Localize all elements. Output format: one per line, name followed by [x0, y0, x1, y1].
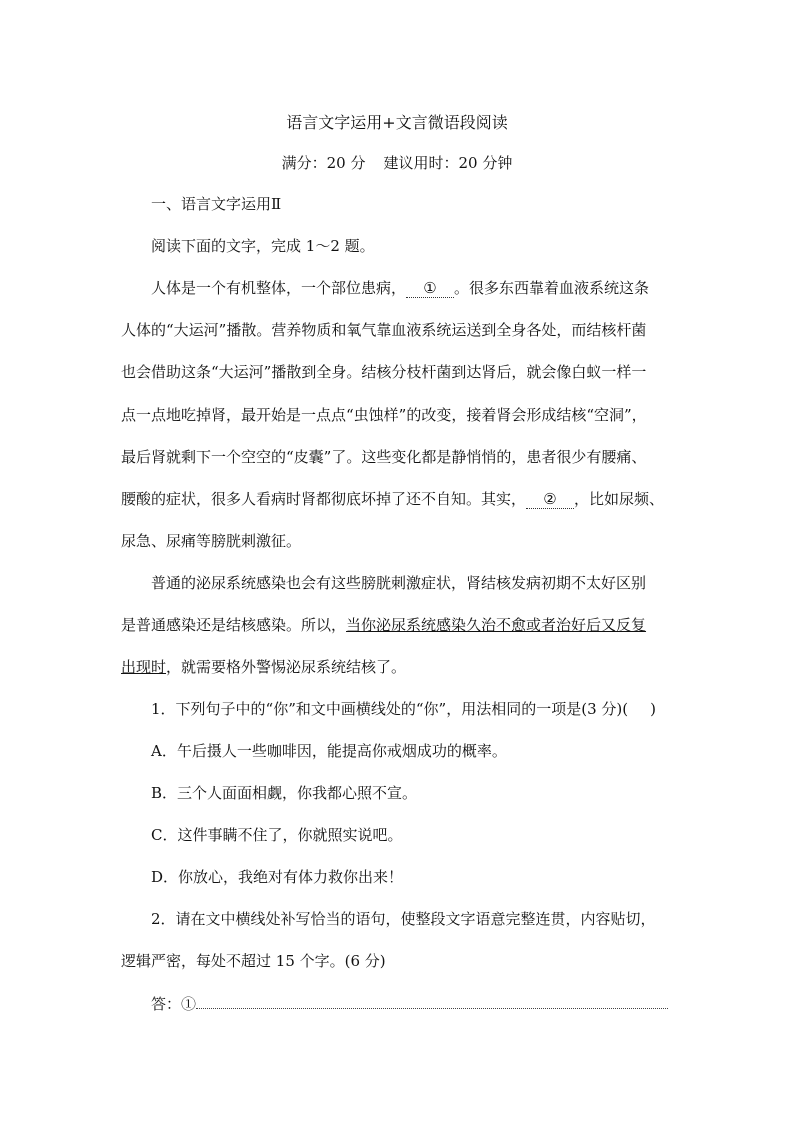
page-title: 语言文字运用+文言微语段阅读 — [286, 113, 508, 132]
passage-line: 也会借助这条“大运河”播散到全身。结核分枝杆菌到达肾后，就会像白蚁一样一 — [121, 363, 647, 381]
passage-line: 尿急、尿痛等膀胱刺激征。 — [121, 532, 302, 550]
exam-info — [0, 152, 794, 173]
option-b: B．三个人面面相觑，你我都心照不宣。 — [151, 784, 418, 802]
passage-line: 腰酸的症状，很多人看病时肾都彻底坏掉了还不自知。其实， ② ，比如尿频、 — [121, 490, 665, 508]
answer-blank[interactable] — [196, 992, 668, 1009]
passage-line: 点一点地吃掉肾，最开始是一点点“虫蚀样”的改变，接着肾会形成结核“空洞”， — [121, 406, 647, 424]
answer-label: 答：① — [151, 995, 197, 1013]
passage-line: 是普通感染还是结核感染。所以，当你泌尿系统感染久治不愈或者治好后又反复 — [121, 616, 647, 634]
answer-line — [151, 992, 711, 1014]
section-instruction: 阅读下面的文字，完成 1～2 题。 — [151, 237, 375, 255]
question-2-stem: 2．请在文中横线处补写恰当的语句，使整段文字语意完整连贯，内容贴切， — [151, 910, 656, 928]
blank-1: ① — [406, 279, 454, 298]
question-1-stem: 1．下列句子中的“你”和文中画横线处的“你”，用法相同的一项是(3 分)( ) — [151, 700, 656, 718]
option-a: A．午后摄人一些咖啡因，能提高你戒烟成功的概率。 — [151, 742, 507, 760]
passage-line: 最后肾就剩下一个空空的“皮囊”了。这些变化都是静悄悄的，患者很少有腰痛、 — [121, 448, 647, 466]
passage-line: 普通的泌尿系统感染也会有这些膀胱刺激症状，肾结核发病初期不太好区别 — [151, 574, 647, 592]
underlined-text: 当你泌尿系统感染久治不愈或者治好后又反复 — [346, 616, 647, 634]
suggested-time: 建议用时：20 分钟 — [383, 154, 513, 172]
passage-line: 人体的“大运河”播散。营养物质和氧气靠血液系统运送到全身各处，而结核杆菌 — [121, 321, 647, 339]
underlined-text: 出现时 — [121, 658, 167, 676]
section-heading: 一、语言文字运用Ⅱ — [151, 195, 282, 213]
question-2-stem-cont: 逻辑严密，每处不超过 15 个字。(6 分) — [121, 952, 386, 970]
full-score: 满分：20 分 — [281, 154, 366, 172]
option-d: D．你放心，我绝对有体力救你出来！ — [151, 868, 404, 886]
passage-line: 人体是一个有机整体，一个部位患病， ① 。很多东西靠着血液系统这条 — [151, 279, 650, 297]
passage-line: 出现时，就需要格外警惕泌尿系统结核了。 — [121, 658, 407, 676]
blank-2: ② — [526, 490, 574, 509]
option-c: C．这件事瞒不住了，你就照实说吧。 — [151, 826, 403, 844]
